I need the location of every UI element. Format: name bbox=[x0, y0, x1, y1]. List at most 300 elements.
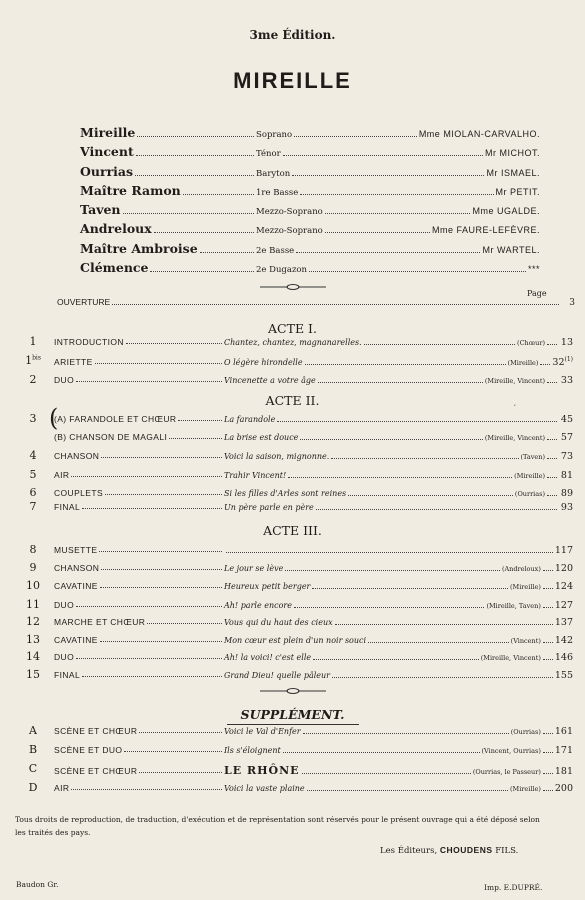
leader-dots bbox=[305, 364, 506, 365]
supplement-underline bbox=[227, 724, 359, 725]
leader-dots bbox=[178, 414, 222, 421]
entry-number bbox=[22, 743, 44, 756]
score-entry bbox=[0, 726, 585, 740]
entry-page bbox=[555, 766, 573, 777]
entry-role: (Chœur) bbox=[517, 339, 545, 347]
leader-dots bbox=[200, 252, 254, 253]
leader-dots bbox=[300, 439, 482, 440]
entry-number-text: 12 bbox=[26, 615, 40, 628]
publisher-line bbox=[380, 845, 518, 856]
voice-type: 2e Basse bbox=[256, 245, 295, 256]
score-entry bbox=[0, 581, 585, 595]
score-entry bbox=[0, 356, 585, 370]
leader-dots bbox=[82, 502, 222, 509]
singer-name: Mr WARTEL. bbox=[482, 244, 540, 255]
entry-title-text: CHANSON bbox=[54, 563, 100, 573]
entry-number-text: 9 bbox=[29, 561, 37, 574]
printer-credit: Imp. E.DUPRÉ. bbox=[484, 883, 543, 892]
publisher-prefix: Les Éditeurs, bbox=[380, 846, 438, 856]
entry-page bbox=[552, 356, 573, 368]
entry-row bbox=[54, 356, 573, 368]
entry-page bbox=[555, 600, 573, 611]
entry-page bbox=[559, 375, 573, 386]
score-entry bbox=[0, 432, 585, 446]
entry-role: (Taven) bbox=[520, 453, 545, 461]
entry-number-text: 8 bbox=[29, 543, 37, 556]
rights-notice: Tous droits de reproduction, de traduction, d'exécution et de représentation sont réservés pour le présent ouvrage qui a été déposé selon les traités des pays. bbox=[15, 815, 540, 837]
flourish-ornament bbox=[0, 283, 585, 291]
entry-row bbox=[54, 451, 573, 462]
singer-name: Mr PETIT. bbox=[495, 186, 540, 197]
leader-dots bbox=[547, 477, 557, 478]
singer-name: Mr ISMAEL. bbox=[486, 167, 540, 178]
entry-row bbox=[54, 635, 573, 646]
entry-title-text: MUSETTE bbox=[54, 545, 98, 555]
leader-dots bbox=[316, 509, 557, 510]
entry-row bbox=[54, 617, 573, 628]
leader-dots bbox=[348, 495, 513, 496]
entry-page-number: 200 bbox=[554, 783, 573, 794]
score-entry bbox=[0, 652, 585, 666]
entry-title-text: INTRODUCTION bbox=[54, 337, 124, 347]
leader-dots bbox=[318, 382, 483, 383]
character-name: Maître Ambroise bbox=[80, 240, 198, 256]
entry-page-number: 181 bbox=[554, 766, 573, 777]
entry-row bbox=[54, 432, 573, 443]
entry-incipit: Grand Dieu! quelle pâleur bbox=[224, 671, 330, 680]
leader-dots bbox=[292, 175, 484, 176]
entry-title bbox=[54, 337, 224, 347]
leader-dots bbox=[76, 375, 222, 382]
entry-role: (Mireille, Vincent) bbox=[484, 434, 545, 442]
acte-heading: ACTE I. bbox=[268, 321, 317, 336]
leader-dots bbox=[150, 271, 254, 272]
entry-incipit: Voici la saison, mignonne. bbox=[224, 452, 330, 461]
leader-dots bbox=[335, 624, 553, 625]
entry-title-text: SCÈNE ET DUO bbox=[54, 745, 123, 755]
brace-mark: ( bbox=[49, 404, 59, 432]
entry-row bbox=[54, 337, 573, 348]
entry-page-number: 45 bbox=[560, 414, 573, 425]
singer-name: Mr MICHOT. bbox=[485, 148, 540, 159]
entry-number bbox=[22, 486, 44, 499]
entry-page bbox=[555, 635, 573, 646]
leader-dots bbox=[540, 364, 550, 365]
entry-number bbox=[22, 449, 44, 462]
entry-incipit: Heureux petit berger bbox=[224, 582, 311, 591]
leader-dots bbox=[302, 773, 471, 774]
score-entry bbox=[0, 617, 585, 631]
acte-heading: ACTE II. bbox=[265, 393, 320, 408]
entry-page-note: (1) bbox=[564, 356, 573, 363]
leader-dots bbox=[331, 458, 518, 459]
leader-dots bbox=[547, 495, 557, 496]
singer-name: Mme MIOLAN-CARVALHO. bbox=[418, 129, 540, 139]
score-entry bbox=[0, 670, 585, 684]
entry-number bbox=[22, 335, 44, 348]
leader-dots bbox=[147, 617, 222, 624]
character-name: Maître Ramon bbox=[80, 182, 181, 198]
entry-page-number: 146 bbox=[554, 652, 573, 663]
leader-dots bbox=[332, 677, 553, 678]
entry-incipit: Un père parle en père bbox=[224, 503, 314, 512]
leader-dots bbox=[547, 439, 557, 440]
entry-page-number: 73 bbox=[560, 451, 573, 462]
character-name: Ourrias bbox=[80, 163, 134, 179]
leader-dots bbox=[543, 790, 553, 791]
entry-role: (Ourrias) bbox=[514, 490, 545, 498]
page-column-header: Page bbox=[527, 289, 547, 298]
character-name: Andreloux bbox=[80, 221, 152, 237]
leader-dots bbox=[547, 458, 557, 459]
entry-number bbox=[22, 668, 44, 681]
entry-title bbox=[54, 375, 224, 385]
entry-page-number: 120 bbox=[554, 563, 573, 574]
entry-row bbox=[54, 581, 573, 592]
entry-role: (Ourrias, le Passeur) bbox=[472, 768, 541, 776]
voice-type: 1re Basse bbox=[256, 187, 299, 198]
leader-dots bbox=[368, 642, 509, 643]
leader-dots bbox=[183, 194, 254, 195]
entry-incipit: Si les filles d'Arles sont reines bbox=[224, 489, 347, 498]
entry-role: (Ourrias) bbox=[510, 728, 541, 736]
entry-page-number: 127 bbox=[554, 600, 573, 611]
leader-dots bbox=[547, 344, 557, 345]
entry-incipit: Ils s'éloignent bbox=[224, 746, 281, 755]
entry-role: (Mireille, Vincent) bbox=[484, 377, 545, 385]
entry-incipit: Voici la vaste plaine bbox=[224, 784, 305, 793]
entry-page bbox=[555, 652, 573, 663]
entry-number bbox=[22, 579, 44, 592]
entry-page bbox=[555, 783, 573, 794]
cast-row bbox=[80, 183, 540, 202]
entry-title-text: AIR bbox=[54, 470, 70, 480]
entry-title bbox=[54, 635, 224, 645]
entry-page-number: 89 bbox=[560, 488, 573, 499]
entry-row bbox=[54, 726, 573, 737]
entry-row bbox=[54, 502, 573, 513]
entry-title-text: AIR bbox=[54, 783, 70, 793]
entry-incipit: Chantez, chantez, magnanarelles. bbox=[224, 338, 362, 347]
entry-number-text: 13 bbox=[26, 633, 40, 646]
entry-page bbox=[555, 726, 573, 737]
entry-incipit: Trahir Vincent! bbox=[224, 471, 287, 480]
leader-dots bbox=[543, 570, 553, 571]
entry-number-text: 5 bbox=[29, 468, 37, 481]
entry-page bbox=[555, 563, 573, 574]
entry-page-number: 33 bbox=[560, 375, 573, 386]
leader-dots bbox=[309, 271, 526, 272]
entry-number-text: 4 bbox=[29, 449, 37, 462]
entry-title bbox=[54, 670, 224, 680]
entry-title-text: (A) FARANDOLE ET CHŒUR bbox=[54, 414, 177, 424]
singer-name: *** bbox=[527, 264, 540, 275]
leader-dots bbox=[112, 304, 559, 305]
leader-dots bbox=[100, 635, 222, 642]
score-entry bbox=[0, 451, 585, 465]
entry-title-text: FINAL bbox=[54, 502, 81, 512]
entry-incipit: Le jour se lève bbox=[224, 564, 284, 573]
entry-title-text: DUO bbox=[54, 652, 75, 662]
cast-row bbox=[80, 202, 540, 221]
entry-page-number: 171 bbox=[554, 745, 573, 756]
singer-name: Mme FAURE-LEFÈVRE. bbox=[431, 225, 540, 236]
entry-title bbox=[54, 745, 224, 755]
leader-dots bbox=[294, 136, 417, 137]
entry-number bbox=[22, 543, 44, 556]
entry-incipit: Vincenette a votre âge bbox=[224, 376, 316, 385]
entry-title bbox=[54, 432, 224, 442]
entry-page bbox=[555, 670, 573, 681]
voice-type: Ténor bbox=[256, 149, 281, 160]
supplement-heading: SUPPLÉMENT. bbox=[240, 707, 345, 722]
leader-dots bbox=[154, 232, 254, 233]
entry-page bbox=[555, 581, 573, 592]
entry-page bbox=[559, 502, 573, 513]
singer-name: Mme UGALDE. bbox=[472, 206, 540, 217]
entry-title bbox=[54, 414, 224, 424]
overture-row bbox=[57, 297, 575, 308]
leader-dots bbox=[105, 488, 222, 495]
leader-dots bbox=[313, 659, 479, 660]
entry-number bbox=[22, 354, 44, 367]
score-entry bbox=[0, 635, 585, 649]
entry-row bbox=[54, 652, 573, 663]
entry-incipit: Mon cœur est plein d'un noir souci bbox=[224, 636, 367, 645]
entry-number bbox=[22, 615, 44, 628]
entry-number-text: 3 bbox=[29, 412, 37, 425]
leader-dots bbox=[312, 588, 508, 589]
entry-number bbox=[22, 781, 44, 794]
leader-dots bbox=[543, 588, 553, 589]
margin-mark: , bbox=[514, 400, 516, 407]
entry-number-text: 2 bbox=[29, 373, 37, 386]
leader-dots bbox=[124, 745, 222, 752]
leader-dots bbox=[325, 213, 471, 214]
leader-dots bbox=[71, 783, 222, 790]
leader-dots bbox=[543, 659, 553, 660]
leader-dots bbox=[95, 357, 222, 364]
entry-number-text: C bbox=[28, 762, 38, 775]
voice-type: Mezzo-Soprano bbox=[256, 207, 323, 218]
entry-page bbox=[559, 470, 573, 481]
overture-title: OUVERTURE bbox=[57, 297, 111, 307]
entry-number bbox=[22, 650, 44, 663]
leader-dots bbox=[101, 563, 222, 570]
opera-title: MIREILLE bbox=[233, 68, 352, 93]
cast-row bbox=[80, 164, 540, 183]
voice-type: 2e Dugazon bbox=[256, 265, 308, 276]
leader-dots bbox=[139, 766, 222, 773]
entry-page bbox=[555, 745, 573, 756]
entry-row bbox=[54, 600, 573, 611]
entry-number-text: 11 bbox=[26, 598, 40, 611]
entry-role: (Mireille) bbox=[510, 583, 541, 591]
leader-dots bbox=[364, 344, 515, 345]
entry-title bbox=[54, 581, 224, 591]
entry-incipit: Ah! la voici! c'est elle bbox=[224, 653, 312, 662]
entry-number-text: B bbox=[28, 743, 38, 756]
leader-dots bbox=[543, 642, 553, 643]
entry-role: (Vincent, Ourrias) bbox=[481, 747, 541, 755]
score-entry bbox=[0, 337, 585, 351]
entry-number-text: 6 bbox=[29, 486, 37, 499]
score-entry bbox=[0, 488, 585, 502]
edition-label: 3me Édition. bbox=[249, 28, 336, 42]
entry-number-text: 14 bbox=[26, 650, 40, 663]
acte-heading: ACTE III. bbox=[263, 523, 322, 538]
leader-dots bbox=[543, 733, 553, 734]
entry-role: (Mireille) bbox=[514, 472, 545, 480]
leader-dots bbox=[71, 470, 222, 477]
entry-title bbox=[54, 451, 224, 461]
entry-page bbox=[559, 432, 573, 443]
entry-title-text: FINAL bbox=[54, 670, 81, 680]
score-entry bbox=[0, 375, 585, 389]
leader-dots bbox=[100, 581, 222, 588]
leader-dots bbox=[283, 752, 480, 753]
entry-row bbox=[54, 745, 573, 756]
cast-list bbox=[80, 125, 540, 279]
entry-number-text: 1 bbox=[25, 354, 33, 367]
entry-page bbox=[559, 488, 573, 499]
leader-dots bbox=[543, 773, 553, 774]
entry-title bbox=[54, 652, 224, 662]
leader-dots bbox=[283, 155, 483, 156]
entry-row bbox=[54, 375, 573, 386]
entry-page bbox=[559, 414, 573, 425]
entry-page-number: 13 bbox=[560, 337, 573, 348]
leader-dots bbox=[543, 607, 553, 608]
leader-dots bbox=[169, 432, 222, 439]
cast-row bbox=[80, 260, 540, 279]
entry-page bbox=[555, 617, 573, 628]
leader-dots bbox=[294, 607, 484, 608]
leader-dots bbox=[296, 252, 480, 253]
entry-title-text: DUO bbox=[54, 600, 75, 610]
leader-dots bbox=[543, 752, 553, 753]
entry-title bbox=[54, 545, 224, 555]
entry-row bbox=[54, 414, 573, 425]
entry-number-text: 7 bbox=[29, 500, 37, 513]
entry-incipit: La farandole bbox=[224, 415, 276, 424]
leader-dots bbox=[101, 451, 222, 458]
overture-page: 3 bbox=[569, 298, 575, 308]
entry-page bbox=[559, 337, 573, 348]
score-entry bbox=[0, 745, 585, 759]
entry-role: (Mireille) bbox=[507, 359, 539, 368]
leader-dots bbox=[226, 552, 553, 553]
entry-page-number: 93 bbox=[560, 502, 573, 513]
entry-role: (Mireille, Taven) bbox=[486, 602, 541, 610]
cast-row bbox=[80, 241, 540, 260]
flourish-ornament bbox=[0, 687, 585, 695]
leader-dots bbox=[135, 175, 254, 176]
character-name: Clémence bbox=[80, 260, 149, 276]
leader-dots bbox=[76, 600, 222, 607]
entry-number bbox=[22, 762, 44, 775]
entry-title-text: CAVATINE bbox=[54, 581, 98, 591]
entry-role: (Andreloux) bbox=[501, 565, 541, 573]
cast-row bbox=[80, 125, 540, 144]
score-entry bbox=[0, 414, 585, 428]
leader-dots bbox=[126, 337, 222, 344]
entry-number bbox=[22, 633, 44, 646]
entry-page bbox=[559, 451, 573, 462]
entry-number bbox=[22, 724, 44, 737]
entry-row bbox=[54, 670, 573, 681]
entry-number-text: A bbox=[29, 724, 37, 737]
entry-page-number: 155 bbox=[554, 670, 573, 681]
score-entry bbox=[0, 764, 585, 778]
entry-title-text: COUPLETS bbox=[54, 488, 104, 498]
entry-number bbox=[22, 412, 44, 425]
entry-page-number: 161 bbox=[554, 726, 573, 737]
voice-type: Soprano bbox=[256, 130, 293, 140]
entry-incipit: O légère hirondelle bbox=[224, 358, 303, 368]
entry-page-number: 32 bbox=[552, 357, 565, 369]
entry-page-number: 81 bbox=[560, 470, 573, 481]
entry-number-text: 1 bbox=[29, 335, 37, 348]
entry-title bbox=[54, 470, 224, 480]
leader-dots bbox=[277, 421, 557, 422]
leader-dots bbox=[285, 570, 500, 571]
entry-incipit: Voici le Val d'Enfer bbox=[224, 727, 301, 736]
cast-row bbox=[80, 144, 540, 163]
entry-page-number: 137 bbox=[554, 617, 573, 628]
entry-title-text: MARCHE ET CHŒUR bbox=[54, 617, 146, 627]
score-entry bbox=[0, 600, 585, 614]
leader-dots bbox=[136, 155, 254, 156]
engraver-credit: Baudon Gr. bbox=[16, 880, 59, 889]
leader-dots bbox=[99, 545, 222, 552]
score-entry bbox=[0, 783, 585, 797]
leader-dots bbox=[76, 652, 222, 659]
entry-incipit: LE RHÔNE bbox=[224, 764, 300, 777]
entry-number bbox=[22, 373, 44, 386]
entry-row bbox=[54, 470, 573, 481]
leader-dots bbox=[137, 136, 254, 137]
entry-page-number: 124 bbox=[554, 581, 573, 592]
publisher-name: CHOUDENS bbox=[439, 845, 493, 855]
entry-incipit: Ah! parle encore bbox=[224, 601, 292, 610]
entry-page bbox=[555, 545, 573, 556]
character-name: Vincent bbox=[80, 144, 134, 160]
leader-dots bbox=[123, 213, 254, 214]
entry-title bbox=[54, 502, 224, 512]
cast-row bbox=[80, 221, 540, 240]
score-entry bbox=[0, 545, 585, 559]
entry-row bbox=[54, 488, 573, 499]
entry-title bbox=[54, 600, 224, 610]
entry-title-text: DUO bbox=[54, 375, 75, 385]
entry-title bbox=[54, 563, 224, 573]
entry-title bbox=[54, 357, 224, 367]
entry-role: (Vincent) bbox=[510, 637, 541, 645]
entry-title bbox=[54, 617, 224, 627]
score-entry bbox=[0, 470, 585, 484]
entry-number-text: 15 bbox=[26, 668, 40, 681]
publisher-suffix: FILS. bbox=[495, 846, 519, 856]
entry-row bbox=[54, 764, 573, 777]
score-entry bbox=[0, 563, 585, 577]
leader-dots bbox=[300, 194, 493, 195]
voice-type: Baryton bbox=[256, 168, 291, 179]
entry-title-text: CHANSON bbox=[54, 451, 100, 461]
entry-number-text: D bbox=[28, 781, 38, 794]
entry-title bbox=[54, 488, 224, 498]
entry-page-number: 142 bbox=[554, 635, 573, 646]
